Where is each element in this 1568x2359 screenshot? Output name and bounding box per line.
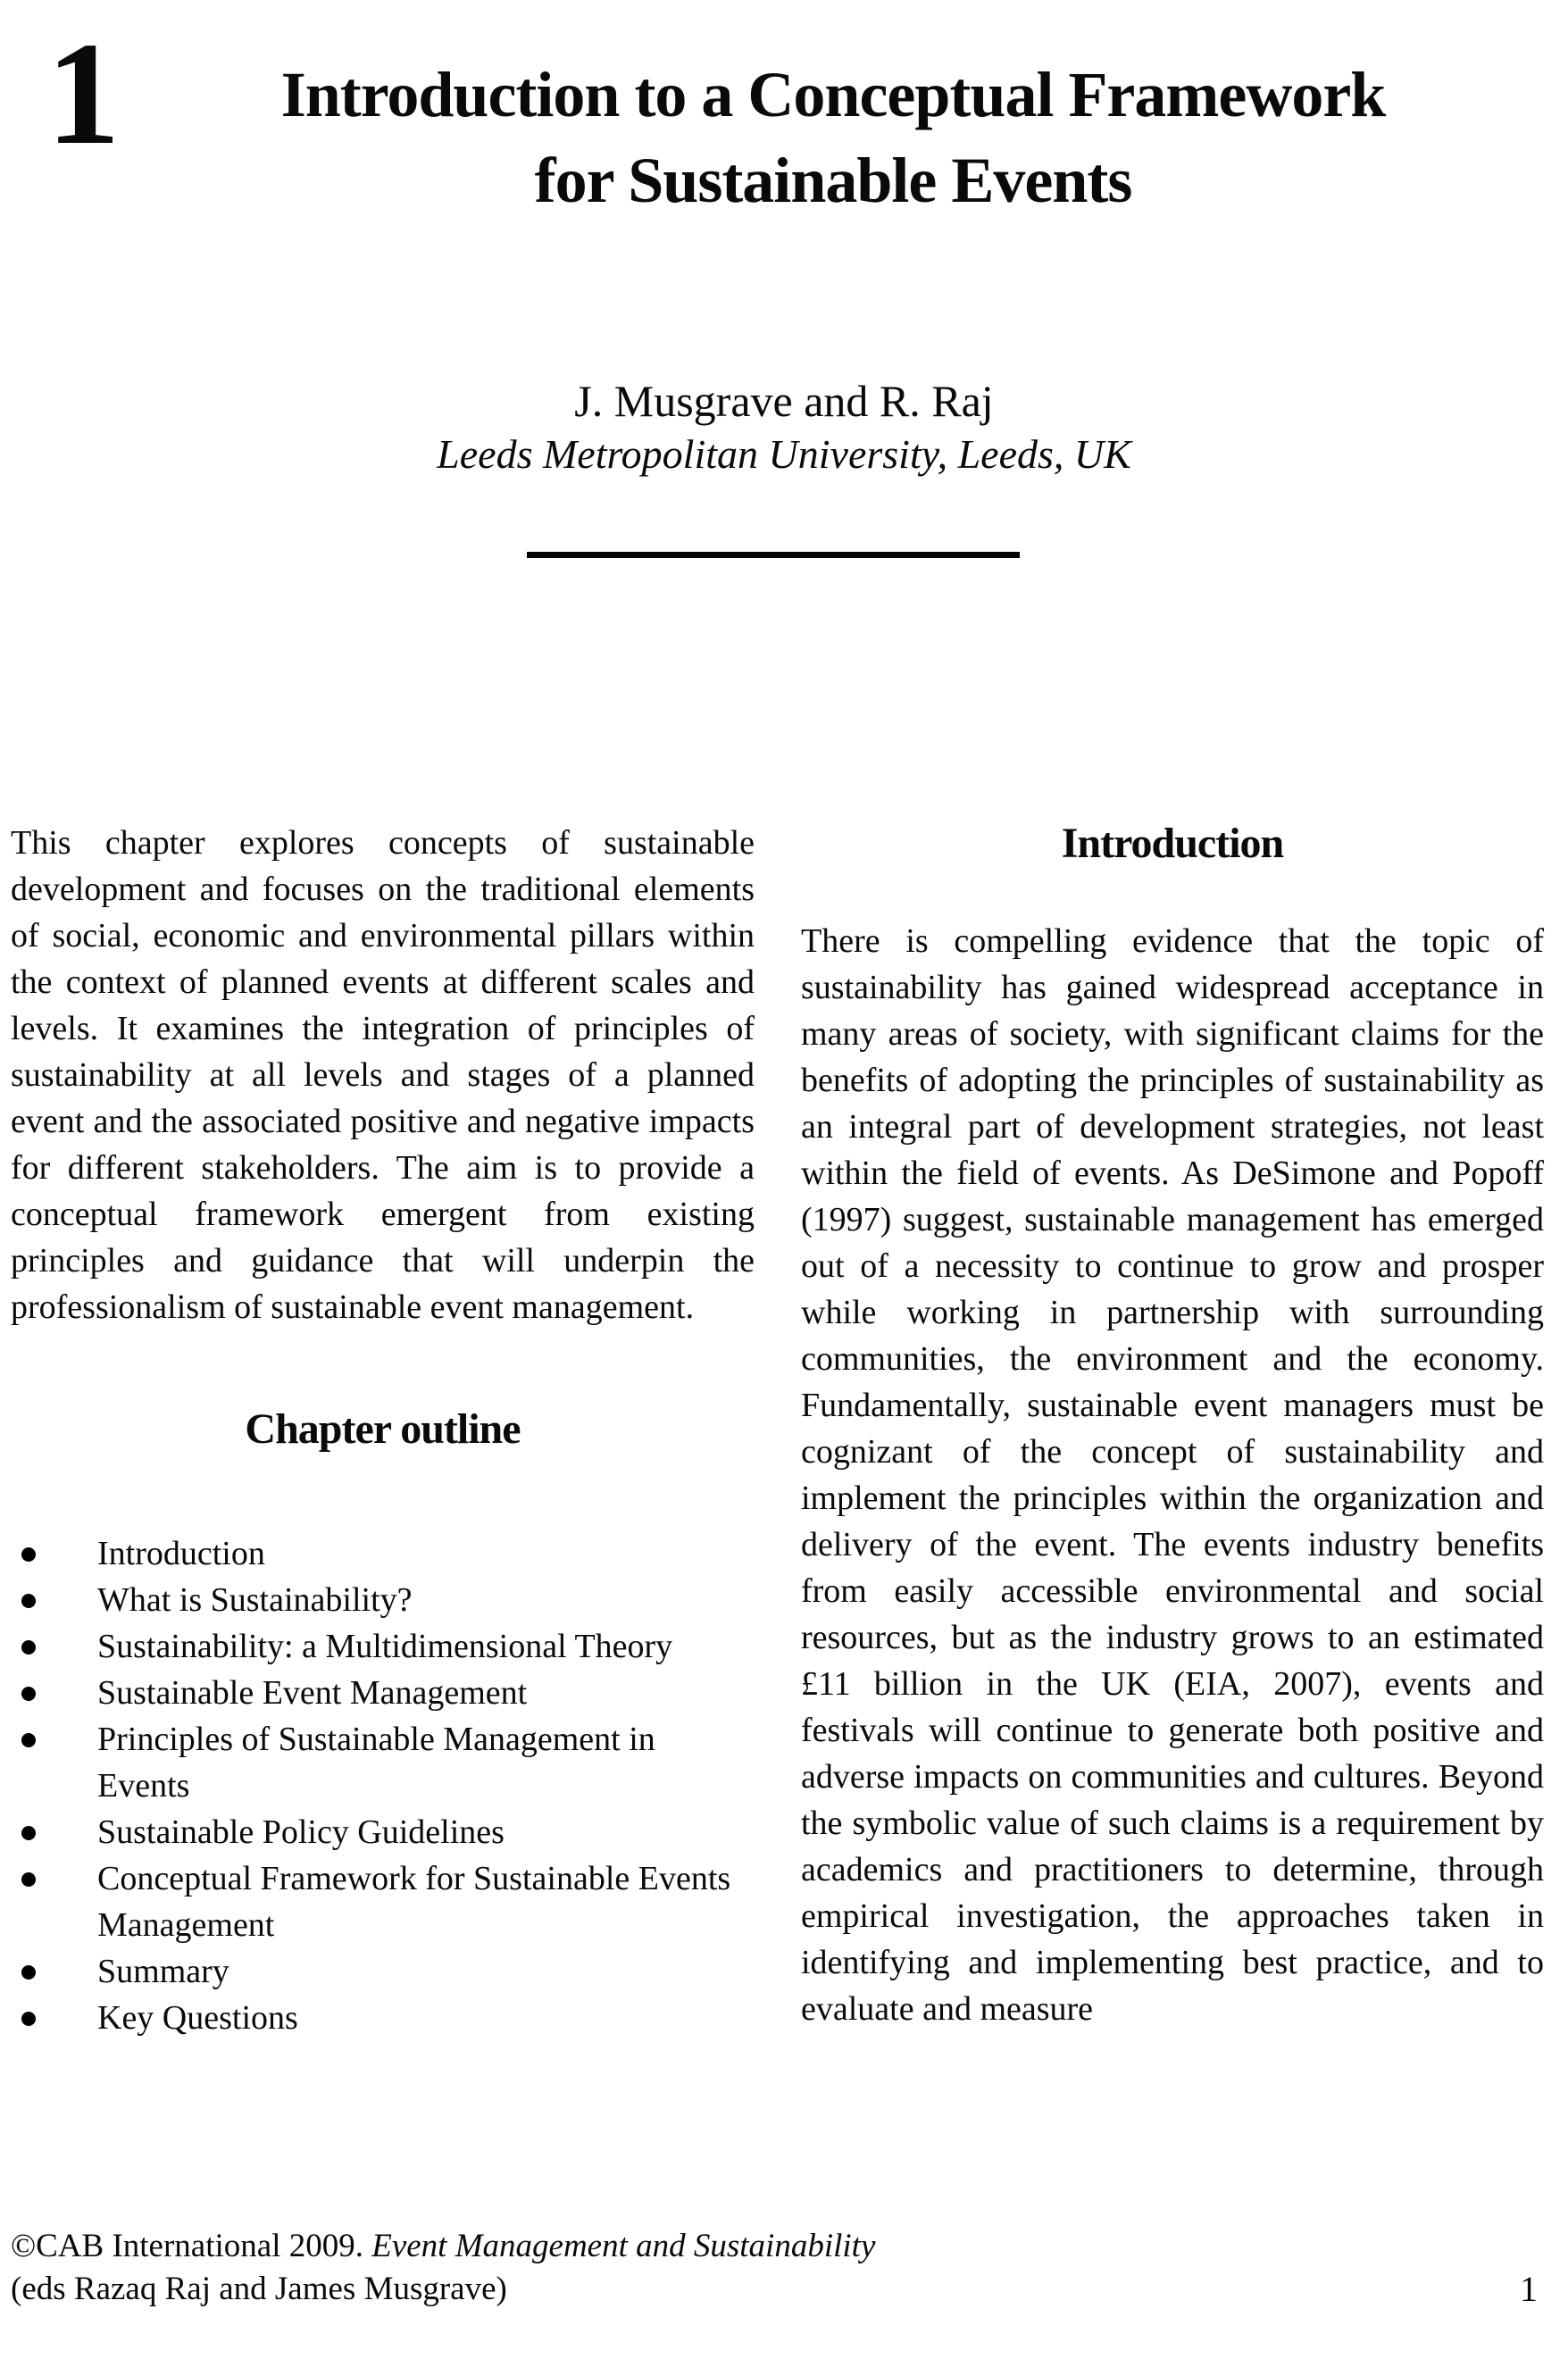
divider-rule bbox=[527, 552, 1020, 558]
imprint bbox=[11, 2225, 875, 2311]
outline-item bbox=[11, 1577, 755, 1623]
outline-item bbox=[11, 1530, 755, 1577]
outline-item bbox=[11, 1670, 755, 1716]
bullet-icon bbox=[21, 1965, 36, 1980]
chapter-title-line-1: Introduction to a Conceptual Framework bbox=[280, 59, 1386, 130]
outline-item-label: Sustainability: a Multidimensional Theory bbox=[97, 1628, 673, 1665]
introduction-heading: Introduction bbox=[1061, 820, 1284, 867]
chapter-outline-list bbox=[11, 1530, 755, 2041]
book-title: Event Management and Sustainability bbox=[371, 2228, 876, 2264]
outline-item-label: Key Questions bbox=[97, 1999, 298, 2037]
chapter-outline-heading: Chapter outline bbox=[245, 1405, 521, 1453]
outline-item bbox=[11, 1855, 755, 1948]
outline-item-label: Conceptual Framework for Sustainable Events Management bbox=[97, 1860, 731, 1944]
copyright-text: ©CAB International 2009. bbox=[11, 2228, 363, 2264]
bullet-icon bbox=[21, 1547, 36, 1562]
outline-item bbox=[11, 1948, 755, 1995]
outline-item-label: Sustainable Policy Guidelines bbox=[97, 1813, 505, 1851]
bullet-icon bbox=[21, 1594, 36, 1608]
outline-item-label: Summary bbox=[97, 1953, 229, 1990]
bullet-icon bbox=[21, 1826, 36, 1840]
outline-item-label: Introduction bbox=[97, 1535, 265, 1572]
right-column bbox=[801, 820, 1544, 2032]
outline-item bbox=[11, 1716, 755, 1809]
bullet-icon bbox=[21, 1872, 36, 1887]
left-column bbox=[11, 820, 755, 2041]
page-number: 1 bbox=[1520, 2269, 1538, 2309]
bullet-icon bbox=[21, 1687, 36, 1701]
chapter-title bbox=[134, 52, 1532, 223]
introduction-text: There is compelling evidence that the topic of sustainability has gained widespread acceptance in many areas of society, with significant claims for the benefits of adopting the principles of sustainability as an integral part of development strategies, not least within the field of events. As DeSimone and Popoff (1997) suggest, sustainable management has emerged out of a necessity to continue to grow and prosper while working in partnership with surrounding communities, the environment and the economy. Fundamentally, sustainable event managers must be cognizant of the concept of sustainability and implement the principles within the organization and delivery of the event. The events industry benefits from easily accessible environmental and social resources, but as the industry grows to an estimated £11 billion in the UK (EIA, 2007), events and festivals will continue to generate both positive and adverse impacts on communities and cultures. Beyond the symbolic value of such claims is a requirement by academics and practitioners to determine, through empirical investigation, the approaches taken in identifying and implementing best practice, and to evaluate and measure bbox=[801, 922, 1544, 2028]
outline-item bbox=[11, 1995, 755, 2041]
bullet-icon bbox=[21, 1640, 36, 1655]
chapter-title-line-2: for Sustainable Events bbox=[534, 145, 1132, 216]
abstract-text: This chapter explores concepts of sustainable development and focuses on the traditional elements of social, economic and environmental pillars within the context of planned events at different scales and levels. It examines the integration of principles of sustainability at all levels and stages of a planned event and the associated positive and negative impacts for different stakeholders. The aim is to provide a conceptual framework emergent from existing principles and guidance that will underpin the professionalism of sustainable event management. bbox=[11, 824, 755, 1326]
editors-text: (eds Razaq Raj and James Musgrave) bbox=[11, 2271, 507, 2307]
outline-item-label: Principles of Sustainable Management in Events bbox=[97, 1721, 655, 1805]
bullet-icon bbox=[21, 2012, 36, 2026]
page-footer bbox=[11, 2225, 1538, 2311]
chapter-number: 1 bbox=[46, 12, 117, 175]
affiliation: Leeds Metropolitan University, Leeds, UK bbox=[437, 431, 1131, 477]
imprint-line-2 bbox=[11, 2268, 875, 2311]
outline-item-label: Sustainable Event Management bbox=[97, 1674, 528, 1712]
authors: J. Musgrave and R. Raj bbox=[574, 376, 994, 426]
outline-item bbox=[11, 1809, 755, 1855]
outline-item-label: What is Sustainability? bbox=[97, 1581, 413, 1619]
imprint-line-1 bbox=[11, 2225, 875, 2268]
bullet-icon bbox=[21, 1733, 36, 1747]
outline-item bbox=[11, 1623, 755, 1670]
